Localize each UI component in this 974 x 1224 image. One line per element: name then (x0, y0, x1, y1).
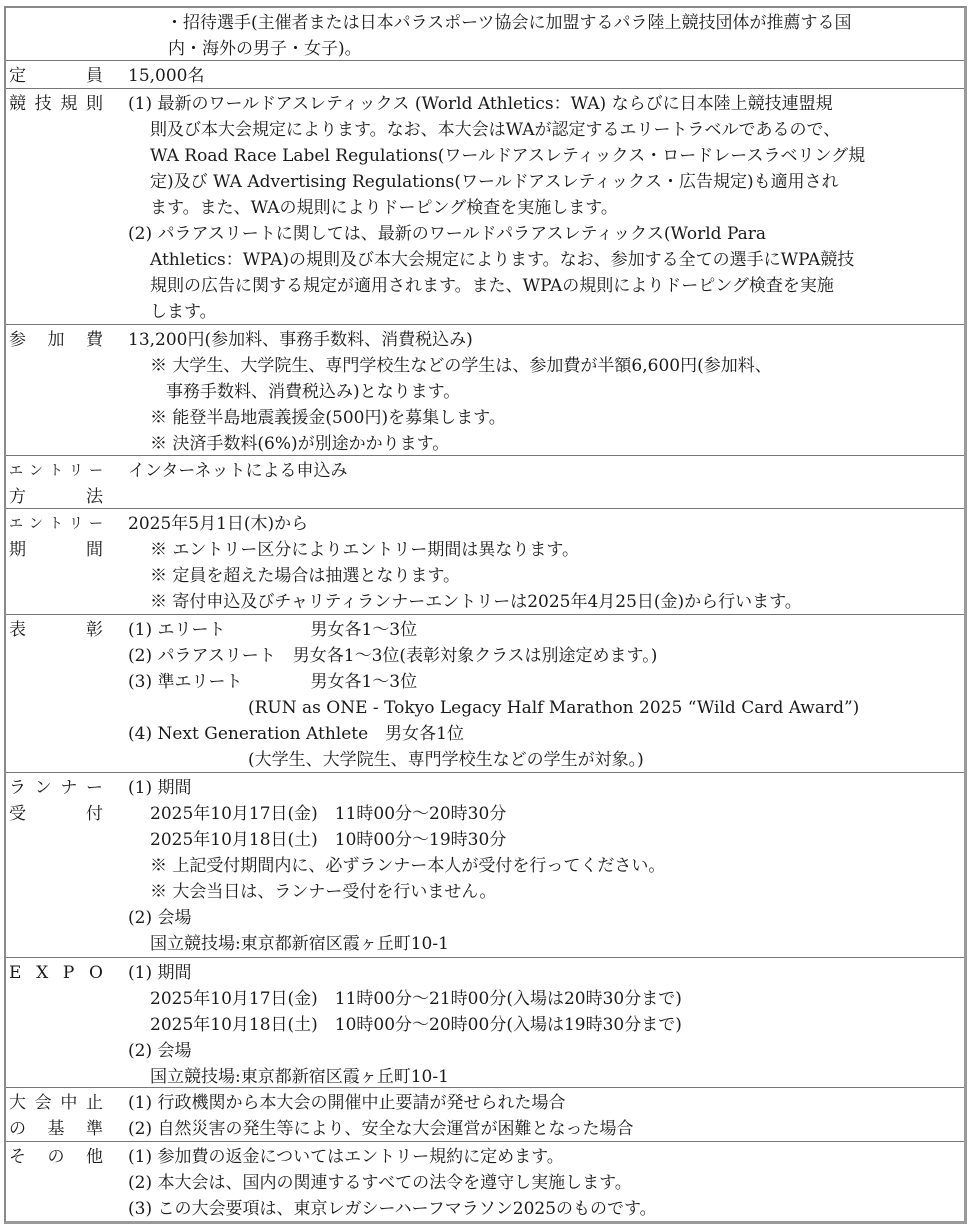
row-label (6, 61, 122, 88)
label-char: 方 (9, 487, 26, 507)
label-char: 付 (86, 804, 103, 824)
row-label-line (9, 801, 103, 827)
row-entry-method (6, 455, 964, 508)
label-char: 基 (47, 1119, 65, 1139)
content-line: 2025年10月17日(金) 11時00分～20時30分 (150, 804, 507, 824)
label-char: E (9, 963, 22, 983)
label-char: ナ (60, 778, 78, 798)
row-label-line (9, 458, 103, 484)
content-line: ※ 能登半島地震義援金(500円)を募集します。 (150, 408, 506, 428)
label-char: 準 (86, 1119, 103, 1139)
content-line: ※ 上記受付期間内に、必ずランナー本人が受付を行ってください。 (150, 856, 666, 876)
label-char: 費 (86, 330, 103, 350)
content-line: ※ 定員を超えた場合は抽選となります。 (150, 566, 461, 586)
row-content (122, 8, 964, 60)
label-char: ー (85, 778, 103, 798)
row-awards (6, 614, 964, 772)
label-char: の (9, 1119, 26, 1139)
content-line: (2) パラアスリートに関しては、最新のワールドパラアスレティックス(World Para (128, 224, 767, 244)
label-char: 技 (34, 94, 52, 114)
content-line: ます。また、WAの規則によりドーピング検査を実施します。 (150, 198, 618, 218)
row-label (6, 8, 122, 60)
content-line: 事務手数料、消費税込み)となります。 (166, 382, 461, 402)
row-content (122, 325, 964, 455)
row-label (6, 1142, 122, 1221)
label-char: 則 (85, 94, 103, 114)
label-char: 他 (86, 1147, 103, 1167)
content-line: (3) この大会要項は、東京レガシーハーフマラソン2025のものです。 (128, 1199, 657, 1219)
label-char: 員 (86, 66, 103, 86)
row-label (6, 456, 122, 508)
label-char: 参 (9, 330, 26, 350)
content-line: 国立競技場:東京都新宿区霞ヶ丘町10-1 (150, 1067, 449, 1087)
row-label (6, 1088, 122, 1141)
label-char: エ (9, 516, 23, 532)
label-char: ー (89, 516, 103, 532)
content-line: ※ 大会当日は、ランナー受付を行いません。 (150, 882, 497, 902)
content-line: ※ 寄付申込及びチャリティランナーエントリーは2025年4月25日(金)から行います。 (150, 592, 802, 612)
label-char: ト (49, 463, 63, 479)
label-char: 大 (9, 1093, 26, 1113)
row-invited-athletes (6, 8, 964, 60)
row-other (6, 1141, 964, 1221)
content-line: インターネットによる申込み (128, 461, 348, 481)
row-label-line (9, 1116, 103, 1142)
content-line: (3) 準エリート 男女各1～3位 (128, 672, 418, 692)
content-line: 13,200円(参加料、事務手数料、消費税込み) (128, 330, 473, 350)
content-line: ※ 大学生、大学院生、専門学校生などの学生は、参加費が半額6,600円(参加料、 (150, 356, 772, 376)
row-content (122, 773, 964, 957)
label-char: の (47, 1147, 65, 1167)
label-char: 会 (34, 1093, 52, 1113)
label-char: 中 (60, 1093, 78, 1113)
label-char: 止 (85, 1093, 103, 1113)
label-char: 法 (86, 487, 103, 507)
row-label (6, 958, 122, 1087)
label-char: 規 (60, 94, 78, 114)
label-char: 間 (86, 540, 103, 560)
content-line: 内・海外の男子・女子)。 (168, 39, 362, 59)
label-char: リ (69, 516, 83, 532)
row-content (122, 1142, 964, 1221)
label-char: 受 (9, 804, 26, 824)
label-char: P (62, 963, 75, 983)
content-line: (1) エリート 男女各1～3位 (128, 620, 418, 640)
label-char: 期 (9, 540, 26, 560)
row-label-line (9, 484, 103, 510)
row-content (122, 1088, 964, 1141)
row-label (6, 615, 122, 772)
content-line: 2025年10月18日(土) 10時00分～19時30分 (150, 830, 507, 850)
label-char: 表 (9, 620, 26, 640)
content-line: ・招待選手(主催者または日本パラスポーツ協会に加盟するパラ陸上競技団体が推薦する国 (166, 13, 852, 33)
row-label-line (9, 537, 103, 563)
label-char: ン (34, 778, 52, 798)
row-label-line (9, 960, 103, 986)
label-char: ー (89, 463, 103, 479)
content-line: (2) 会場 (128, 1041, 192, 1061)
content-line: Athletics：WPA)の規則及び本大会規定によります。なお、参加する全ての選手にWPA競技 (150, 250, 855, 270)
content-line: (2) 自然災害の発生等により、安全な大会運営が困難となった場合 (128, 1119, 634, 1139)
row-label (6, 89, 122, 324)
event-guidelines-table (4, 6, 967, 1224)
row-content (122, 89, 964, 324)
content-line: します。 (150, 302, 217, 322)
row-label (6, 773, 122, 957)
content-line: (1) 期間 (128, 778, 192, 798)
row-expo (6, 957, 964, 1087)
row-label-line (9, 63, 103, 89)
content-line: (1) 最新のワールドアスレティックス (World Athletics：WA) ならびに日本陸上競技連盟規 (128, 94, 833, 114)
content-line: 2025年5月1日(木)から (128, 514, 309, 534)
content-line: 規則の広告に関する規定が適用されます。また、WPAの規則によりドーピング検査を実施 (150, 276, 834, 296)
content-line: (大学生、大学院生、専門学校生などの学生が対象。) (248, 750, 644, 770)
label-char: ラ (9, 778, 26, 798)
content-line: 定)及び WA Advertising Regulations(ワールドアスレティックス・広告規定)も適用され (150, 172, 839, 192)
row-cancellation-criteria (6, 1087, 964, 1141)
row-competition-rules (6, 88, 964, 324)
label-char: リ (69, 463, 83, 479)
row-label-line (9, 617, 103, 643)
row-content (122, 615, 964, 772)
row-label (6, 509, 122, 614)
label-char: ン (29, 463, 43, 479)
label-char: エ (9, 463, 23, 479)
row-label-line (9, 775, 103, 801)
label-char: ト (49, 516, 63, 532)
content-line: 2025年10月17日(金) 11時00分～21時00分(入場は20時30分まで) (150, 989, 682, 1009)
content-line: 則及び本大会規定によります。なお、本大会はWAが認定するエリートラベルであるので、 (150, 120, 841, 140)
row-content (122, 958, 964, 1087)
row-label (6, 325, 122, 455)
row-label-line (9, 1090, 103, 1116)
content-line: (1) 参加費の返金についてはエントリー規約に定めます。 (128, 1147, 564, 1167)
content-line: (1) 行政機関から本大会の開催中止要請が発せられた場合 (128, 1093, 566, 1113)
content-line: 15,000名 (128, 66, 205, 86)
row-content (122, 509, 964, 614)
row-entry-fee (6, 324, 964, 455)
label-char: 定 (9, 66, 26, 86)
label-char: そ (9, 1147, 26, 1167)
content-line: ※ 決済手数料(6%)が別途かかります。 (150, 434, 450, 454)
label-char: 彰 (86, 620, 103, 640)
row-capacity (6, 60, 964, 88)
label-char: 競 (9, 94, 26, 114)
content-line: 2025年10月18日(土) 10時00分～20時00分(入場は19時30分まで) (150, 1015, 682, 1035)
content-line: ※ エントリー区分によりエントリー期間は異なります。 (150, 540, 580, 560)
label-char: ン (29, 516, 43, 532)
content-line: (2) パラアスリート 男女各1～3位(表彰対象クラスは別途定めます。) (128, 646, 658, 666)
content-line: (RUN as ONE - Tokyo Legacy Half Marathon 2025 “Wild Card Award”) (248, 698, 860, 718)
content-line: 国立競技場:東京都新宿区霞ヶ丘町10-1 (150, 934, 449, 954)
row-content (122, 61, 964, 88)
content-line: WA Road Race Label Regulations(ワールドアスレティックス・ロードレースラベリング規 (150, 146, 866, 166)
label-char: 加 (47, 330, 65, 350)
content-line: (2) 本大会は、国内の関連するすべての法令を遵守し実施します。 (128, 1173, 632, 1193)
row-entry-period (6, 508, 964, 614)
content-line: (4) Next Generation Athlete 男女各1位 (128, 724, 464, 744)
row-content (122, 456, 964, 508)
row-label-line (9, 511, 103, 537)
row-label-line (9, 91, 103, 117)
row-label-line (9, 1144, 103, 1170)
label-char: X (36, 963, 49, 983)
content-line: (1) 期間 (128, 963, 192, 983)
row-label-line (9, 327, 103, 353)
content-line: (2) 会場 (128, 908, 192, 928)
row-runner-reception (6, 772, 964, 957)
label-char: O (89, 963, 103, 983)
